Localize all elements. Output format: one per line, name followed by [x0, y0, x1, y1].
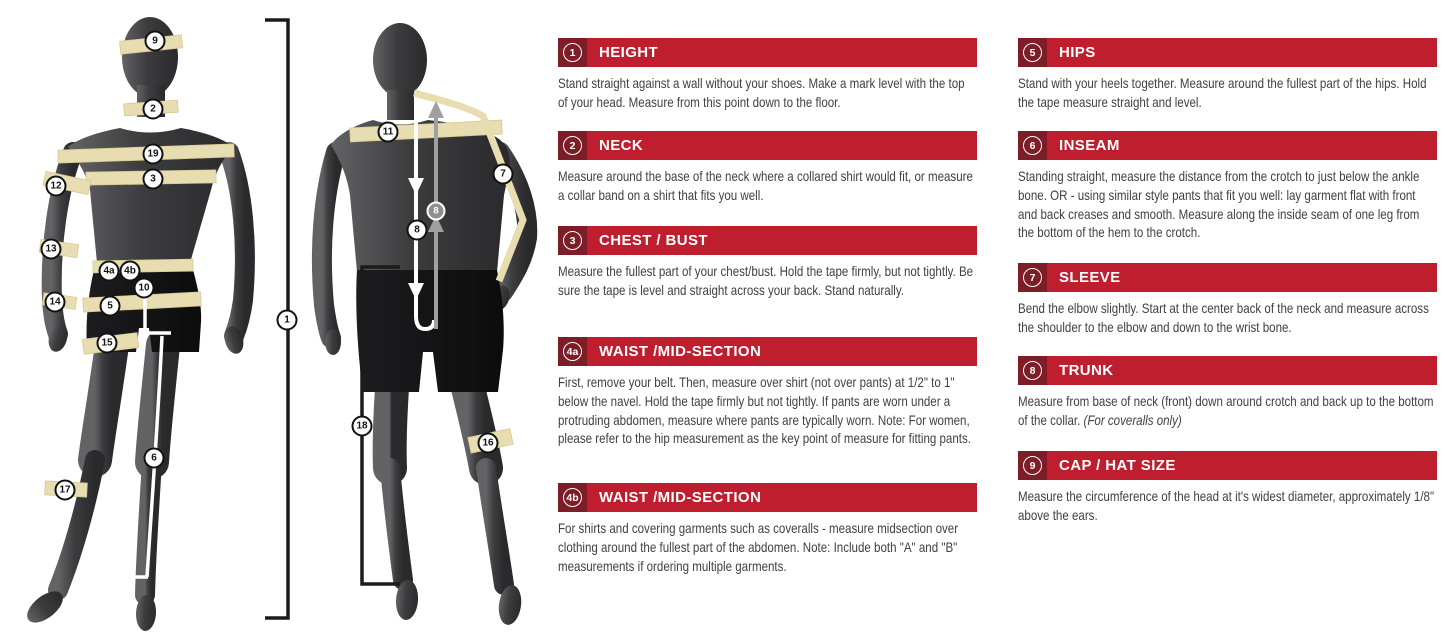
section-inseam-header [1018, 131, 1437, 160]
marker-neck: 2 [143, 99, 164, 120]
marker-forearm: 13 [41, 239, 62, 260]
section-waist-a-header [558, 337, 977, 366]
section-body: For shirts and covering garments such as coveralls - measure midsection over clothing around the fullest part of the abdomen. Note: Include both "A" and "B" measurements if ordering multiple garments. [558, 521, 959, 574]
section-body: Measure the fullest part of your chest/bust. Hold the tape firmly, but not tightly. Be sure the tape is level and straight across your back. Stand naturally. [558, 264, 974, 298]
section-neck-header [558, 131, 977, 160]
section-body: Measure the circumference of the head at it's widest diameter, approximately 1/8" above the ears. [1018, 489, 1435, 523]
section-cap-hat-size [1018, 451, 1437, 526]
section-number: 4b [563, 488, 582, 507]
section-body-text: Measure from base of neck (front) down around crotch and back up to the bottom of the collar. [1018, 394, 1434, 428]
marker-upper-arm: 12 [46, 176, 67, 197]
section-body: Stand straight against a wall without your shoes. Make a mark level with the top of your head. Measure from this point down to the floor. [558, 76, 965, 110]
section-body-note-italic: (For coveralls only) [1083, 412, 1182, 428]
section-number: 8 [1023, 361, 1042, 380]
marker-trunk-front: 8 [427, 202, 446, 221]
section-title: CHEST / BUST [599, 232, 708, 249]
section-title: WAIST /MID-SECTION [599, 489, 762, 506]
marker-head-circumference: 9 [145, 31, 166, 52]
section-title: INSEAM [1059, 137, 1120, 154]
number-badge [558, 337, 587, 366]
marker-height: 1 [277, 310, 298, 331]
marker-hips: 5 [100, 296, 121, 317]
number-badge [1018, 356, 1047, 385]
marker-chest: 3 [143, 169, 164, 190]
section-height-header [558, 38, 977, 67]
section-inseam [1018, 131, 1437, 243]
marker-sleeve: 7 [493, 164, 514, 185]
section-height [558, 38, 977, 113]
section-number: 2 [563, 136, 582, 155]
marker-waist-b: 4b [120, 261, 141, 282]
section-sleeve [1018, 263, 1437, 338]
section-sleeve-header [1018, 263, 1437, 292]
section-chest-header [558, 226, 977, 255]
section-trunk-header [1018, 356, 1437, 385]
section-number: 5 [1023, 43, 1042, 62]
middle-column [558, 0, 977, 641]
section-number: 6 [1023, 136, 1042, 155]
section-waist-b [558, 483, 977, 576]
marker-thigh: 15 [97, 333, 118, 354]
section-number: 7 [1023, 268, 1042, 287]
number-badge [1018, 38, 1047, 67]
back-mannequin [322, 23, 527, 626]
right-column [1018, 0, 1437, 641]
section-waist-b-header [558, 483, 977, 512]
marker-outseam-front: 10 [134, 278, 155, 299]
number-badge [558, 131, 587, 160]
marker-inseam: 6 [144, 448, 165, 469]
number-badge [1018, 131, 1047, 160]
section-neck [558, 131, 977, 206]
marker-trunk-back: 8 [407, 220, 428, 241]
number-badge [1018, 451, 1047, 480]
marker-shoulder-back: 11 [378, 122, 399, 143]
section-trunk [1018, 356, 1437, 431]
number-badge [1018, 263, 1047, 292]
section-body: First, remove your belt. Then, measure over shirt (not over pants) at 1/2" to 1" below the navel. Hold the tape firmly but not tightly. If pants are worn under a protruding abdomen, measure where pants are typically worn. Note: For women, please refer to the hip measurement as the key point of measure for fitting pants. [558, 375, 971, 447]
number-badge [558, 483, 587, 512]
section-number: 9 [1023, 456, 1042, 475]
section-hips [1018, 38, 1437, 113]
marker-shoulder-front: 19 [143, 144, 164, 165]
section-title: CAP / HAT SIZE [1059, 457, 1176, 474]
section-number: 3 [563, 231, 582, 250]
section-title: NECK [599, 137, 644, 154]
section-chest-bust [558, 226, 977, 301]
section-hips-header [1018, 38, 1437, 67]
section-title: WAIST /MID-SECTION [599, 343, 762, 360]
section-body: Stand with your heels together. Measure around the fullest part of the hips. Hold the tape measure straight and level. [1018, 76, 1427, 110]
marker-knee: 16 [478, 433, 499, 454]
section-number: 1 [563, 43, 582, 62]
number-badge [558, 38, 587, 67]
section-title: HEIGHT [599, 44, 659, 61]
marker-wrist: 14 [45, 292, 66, 313]
section-cap-header [1018, 451, 1437, 480]
section-number: 4a [563, 342, 582, 361]
marker-outseam-back: 18 [352, 416, 373, 437]
section-body: Standing straight, measure the distance from the crotch to just below the ankle bone. OR - using similar style pants that fit you well: lay garment flat with front and back creases and smooth. Measure along the inside seam of one leg from the bottom of the hem to the crotch. [1018, 169, 1420, 241]
marker-waist-a: 4a [99, 261, 120, 282]
number-badge [558, 226, 587, 255]
section-title: HIPS [1059, 44, 1096, 61]
section-title: SLEEVE [1059, 269, 1121, 286]
section-body: Bend the elbow slightly. Start at the center back of the neck and measure across the shoulder to the elbow and down to the wrist bone. [1018, 301, 1429, 335]
marker-calf: 17 [55, 480, 76, 501]
section-body [1018, 393, 1436, 431]
section-title: TRUNK [1059, 362, 1114, 379]
section-waist-a [558, 337, 977, 449]
section-body: Measure around the base of the neck where a collared shirt would fit, or measure a collar band on a shirt that fits you well. [558, 169, 973, 203]
